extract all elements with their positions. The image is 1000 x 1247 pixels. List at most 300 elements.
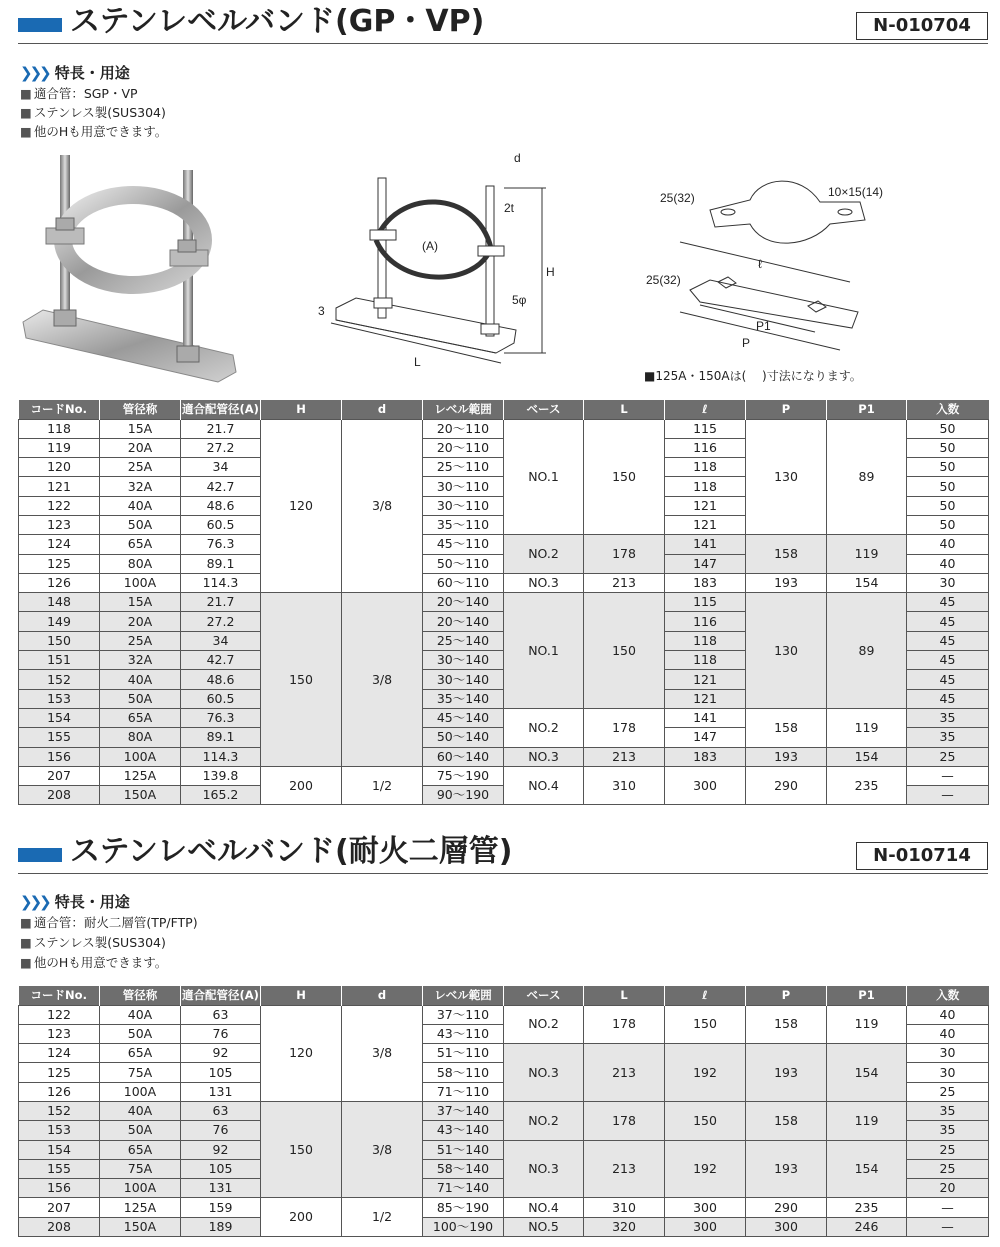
col-base: ベース bbox=[504, 400, 584, 419]
label-25-32-bottom: 25(32) bbox=[646, 273, 681, 287]
cell: 40 bbox=[907, 535, 989, 554]
col-ell: ℓ bbox=[665, 400, 746, 419]
cell: 193 bbox=[746, 1140, 827, 1198]
dimension-diagram-top bbox=[640, 172, 885, 367]
cell: 141 bbox=[665, 535, 746, 554]
cell: 34 bbox=[181, 631, 261, 650]
cell: 213 bbox=[584, 573, 665, 592]
cell: 50A bbox=[100, 689, 181, 708]
label-25-32-top: 25(32) bbox=[660, 191, 695, 205]
cell: — bbox=[907, 766, 989, 785]
cell: 71〜140 bbox=[423, 1179, 504, 1198]
cell: 131 bbox=[181, 1082, 261, 1101]
cell: 30〜110 bbox=[423, 496, 504, 515]
col-code: コードNo. bbox=[19, 986, 100, 1005]
cell: NO.2 bbox=[504, 535, 584, 574]
cell: 75A bbox=[100, 1063, 181, 1082]
cell: 150 bbox=[19, 631, 100, 650]
cell: 71〜110 bbox=[423, 1082, 504, 1101]
cell: 40A bbox=[100, 1005, 181, 1024]
cell: 310 bbox=[584, 766, 665, 805]
cell: 159 bbox=[181, 1198, 261, 1217]
cell: 122 bbox=[19, 496, 100, 515]
cell: 178 bbox=[584, 535, 665, 574]
cell: 150A bbox=[100, 786, 181, 805]
cell: 121 bbox=[19, 477, 100, 496]
cell: 35 bbox=[907, 1121, 989, 1140]
cell: 119 bbox=[827, 535, 907, 574]
cell: 60〜140 bbox=[423, 747, 504, 766]
cell: 80A bbox=[100, 554, 181, 573]
cell: 45 bbox=[907, 689, 989, 708]
col-l: L bbox=[584, 400, 665, 419]
table-row bbox=[19, 1005, 989, 1024]
cell: 90〜190 bbox=[423, 786, 504, 805]
cell: 21.7 bbox=[181, 419, 261, 438]
cell: 121 bbox=[665, 670, 746, 689]
cell: 310 bbox=[584, 1198, 665, 1217]
cell: 60.5 bbox=[181, 689, 261, 708]
cell: 147 bbox=[665, 728, 746, 747]
cell: 154 bbox=[827, 1044, 907, 1102]
table-row bbox=[19, 1044, 989, 1063]
cell: 42.7 bbox=[181, 651, 261, 670]
dimension-diagram-front bbox=[316, 148, 566, 378]
cell: 89.1 bbox=[181, 728, 261, 747]
feature-item: ■ 適合管：耐火二層管(TP/FTP) bbox=[20, 915, 198, 930]
table-row bbox=[19, 535, 989, 554]
cell: 40 bbox=[907, 1005, 989, 1024]
cell: 115 bbox=[665, 593, 746, 612]
product-code: N-010714 bbox=[856, 842, 988, 870]
cell: 114.3 bbox=[181, 747, 261, 766]
col-ell: ℓ bbox=[665, 986, 746, 1005]
cell: 193 bbox=[746, 747, 827, 766]
cell: 130 bbox=[746, 419, 827, 535]
cell: 63 bbox=[181, 1005, 261, 1024]
cell: 123 bbox=[19, 515, 100, 534]
cell: 154 bbox=[827, 573, 907, 592]
cell: 50 bbox=[907, 477, 989, 496]
col-p: P bbox=[746, 986, 827, 1005]
cell: 208 bbox=[19, 786, 100, 805]
cell: 40A bbox=[100, 670, 181, 689]
col-size: 管径称 bbox=[100, 400, 181, 419]
table-row bbox=[19, 766, 989, 785]
features-heading: ❯❯❯ 特長・用途 bbox=[20, 893, 130, 911]
cell: 25〜140 bbox=[423, 631, 504, 650]
cell: 130 bbox=[746, 593, 827, 709]
cell: 15A bbox=[100, 593, 181, 612]
table-row bbox=[19, 1217, 989, 1236]
cell: 76.3 bbox=[181, 535, 261, 554]
cell: 147 bbox=[665, 554, 746, 573]
cell: 1/2 bbox=[342, 1198, 423, 1237]
cell: 124 bbox=[19, 535, 100, 554]
cell: 158 bbox=[746, 1005, 827, 1044]
cell: 50A bbox=[100, 1024, 181, 1043]
cell: 63 bbox=[181, 1101, 261, 1120]
cell: 60〜110 bbox=[423, 573, 504, 592]
cell: 80A bbox=[100, 728, 181, 747]
cell: 40A bbox=[100, 496, 181, 515]
cell: 89 bbox=[827, 419, 907, 535]
cell: 32A bbox=[100, 651, 181, 670]
label-h: H bbox=[546, 265, 555, 279]
cell: NO.2 bbox=[504, 1101, 584, 1140]
dimension-note: ■125A・150Aは( )寸法になります。 bbox=[644, 369, 862, 383]
cell: 150 bbox=[665, 1101, 746, 1140]
cell: 121 bbox=[665, 515, 746, 534]
cell: 126 bbox=[19, 1082, 100, 1101]
cell: — bbox=[907, 786, 989, 805]
cell: 150 bbox=[261, 1101, 342, 1197]
cell: 119 bbox=[827, 1005, 907, 1044]
product-photo bbox=[18, 150, 248, 390]
cell: 153 bbox=[19, 1121, 100, 1140]
cell: 50〜140 bbox=[423, 728, 504, 747]
cell: 126 bbox=[19, 573, 100, 592]
product-code: N-010704 bbox=[856, 12, 988, 40]
col-pipe-dia: 適合配管径(A) bbox=[181, 986, 261, 1005]
cell: 37〜140 bbox=[423, 1101, 504, 1120]
feature-item: ■ 他のHも用意できます。 bbox=[20, 955, 168, 970]
cell: 20〜140 bbox=[423, 593, 504, 612]
page-title: ステンレベルバンド(GP・VP) bbox=[70, 4, 485, 39]
cell: 235 bbox=[827, 1198, 907, 1217]
col-l: L bbox=[584, 986, 665, 1005]
cell: 118 bbox=[665, 651, 746, 670]
title-accent-bar bbox=[18, 848, 62, 862]
cell: 34 bbox=[181, 458, 261, 477]
cell: 155 bbox=[19, 1159, 100, 1178]
cell: 120 bbox=[261, 1005, 342, 1101]
cell: 50 bbox=[907, 438, 989, 457]
col-h: H bbox=[261, 400, 342, 419]
cell: 30 bbox=[907, 573, 989, 592]
cell: 124 bbox=[19, 1044, 100, 1063]
table-row bbox=[19, 1140, 989, 1159]
cell: 125A bbox=[100, 766, 181, 785]
cell: 25A bbox=[100, 458, 181, 477]
cell: 20〜140 bbox=[423, 612, 504, 631]
cell: 131 bbox=[181, 1179, 261, 1198]
cell: 246 bbox=[827, 1217, 907, 1236]
cell: 76 bbox=[181, 1024, 261, 1043]
col-p1: P1 bbox=[827, 400, 907, 419]
table-row bbox=[19, 593, 989, 612]
label-d: d bbox=[514, 151, 521, 165]
cell: 58〜140 bbox=[423, 1159, 504, 1178]
col-p1: P1 bbox=[827, 986, 907, 1005]
cell: NO.2 bbox=[504, 1005, 584, 1044]
cell: 50 bbox=[907, 419, 989, 438]
col-code: コードNo. bbox=[19, 400, 100, 419]
cell: 151 bbox=[19, 651, 100, 670]
cell: 125A bbox=[100, 1198, 181, 1217]
cell: 208 bbox=[19, 1217, 100, 1236]
cell: 20〜110 bbox=[423, 438, 504, 457]
title-accent-bar bbox=[18, 18, 62, 32]
cell: NO.2 bbox=[504, 708, 584, 747]
cell: 40A bbox=[100, 1101, 181, 1120]
col-p: P bbox=[746, 400, 827, 419]
cell: 25〜110 bbox=[423, 458, 504, 477]
cell: 178 bbox=[584, 1101, 665, 1140]
cell: 300 bbox=[665, 1198, 746, 1217]
label-l: L bbox=[414, 355, 421, 369]
cell: 65A bbox=[100, 535, 181, 554]
cell: 152 bbox=[19, 1101, 100, 1120]
cell: 114.3 bbox=[181, 573, 261, 592]
cell: 193 bbox=[746, 573, 827, 592]
cell: NO.3 bbox=[504, 747, 584, 766]
cell: 290 bbox=[746, 1198, 827, 1217]
cell: — bbox=[907, 1198, 989, 1217]
cell: 192 bbox=[665, 1140, 746, 1198]
cell: NO.5 bbox=[504, 1217, 584, 1236]
cell: 92 bbox=[181, 1140, 261, 1159]
cell: 20A bbox=[100, 438, 181, 457]
spec-table-gpvp bbox=[18, 400, 989, 805]
cell: 48.6 bbox=[181, 496, 261, 515]
cell: 35〜110 bbox=[423, 515, 504, 534]
table-header-row bbox=[19, 986, 989, 1005]
cell: 148 bbox=[19, 593, 100, 612]
cell: 290 bbox=[746, 766, 827, 805]
cell: NO.3 bbox=[504, 1044, 584, 1102]
cell: 183 bbox=[665, 747, 746, 766]
cell: 118 bbox=[665, 631, 746, 650]
cell: 50 bbox=[907, 496, 989, 515]
cell: 30〜140 bbox=[423, 651, 504, 670]
col-range: レベル範囲 bbox=[423, 400, 504, 419]
cell: 3/8 bbox=[342, 593, 423, 767]
cell: — bbox=[907, 1217, 989, 1236]
cell: 125 bbox=[19, 1063, 100, 1082]
cell: 116 bbox=[665, 612, 746, 631]
cell: 213 bbox=[584, 1140, 665, 1198]
section-header-gpvp bbox=[18, 4, 988, 44]
cell: 35 bbox=[907, 708, 989, 727]
cell: 27.2 bbox=[181, 438, 261, 457]
cell: 76 bbox=[181, 1121, 261, 1140]
feature-item: ■ ステンレス製(SUS304) bbox=[20, 935, 166, 950]
table-row bbox=[19, 419, 989, 438]
chevron-right-icon: ❯❯❯ bbox=[20, 64, 49, 82]
feature-item: ■ 適合管：SGP・VP bbox=[20, 86, 138, 101]
cell: 25A bbox=[100, 631, 181, 650]
cell: 105 bbox=[181, 1063, 261, 1082]
cell: 45 bbox=[907, 651, 989, 670]
cell: 200 bbox=[261, 1198, 342, 1237]
cell: 65A bbox=[100, 708, 181, 727]
cell: 300 bbox=[665, 1217, 746, 1236]
feature-item: ■ 他のHも用意できます。 bbox=[20, 124, 168, 139]
section-header-fireproof bbox=[18, 834, 988, 874]
cell: 30 bbox=[907, 1063, 989, 1082]
cell: 42.7 bbox=[181, 477, 261, 496]
cell: 120 bbox=[261, 419, 342, 593]
cell: 119 bbox=[827, 708, 907, 747]
cell: 122 bbox=[19, 1005, 100, 1024]
cell: 89.1 bbox=[181, 554, 261, 573]
section-title: ステンレベルバンド(耐火二層管) bbox=[70, 834, 513, 869]
cell: 320 bbox=[584, 1217, 665, 1236]
cell: 155 bbox=[19, 728, 100, 747]
cell: 154 bbox=[827, 1140, 907, 1198]
cell: 120 bbox=[19, 458, 100, 477]
col-size: 管径称 bbox=[100, 986, 181, 1005]
cell: 20 bbox=[907, 1179, 989, 1198]
cell: 89 bbox=[827, 593, 907, 709]
col-d: d bbox=[342, 400, 423, 419]
cell: 125 bbox=[19, 554, 100, 573]
cell: 141 bbox=[665, 708, 746, 727]
cell: 3/8 bbox=[342, 419, 423, 593]
col-qty: 入数 bbox=[907, 986, 989, 1005]
cell: 192 bbox=[665, 1044, 746, 1102]
cell: 45〜140 bbox=[423, 708, 504, 727]
cell: 30 bbox=[907, 1044, 989, 1063]
cell: 43〜110 bbox=[423, 1024, 504, 1043]
cell: 158 bbox=[746, 708, 827, 747]
label-3: 3 bbox=[318, 304, 325, 318]
col-pipe-dia: 適合配管径(A) bbox=[181, 400, 261, 419]
cell: 92 bbox=[181, 1044, 261, 1063]
cell: 3/8 bbox=[342, 1101, 423, 1197]
cell: 235 bbox=[827, 766, 907, 805]
cell: 207 bbox=[19, 766, 100, 785]
cell: 25 bbox=[907, 1082, 989, 1101]
cell: NO.3 bbox=[504, 573, 584, 592]
cell: 207 bbox=[19, 1198, 100, 1217]
cell: 139.8 bbox=[181, 766, 261, 785]
cell: 189 bbox=[181, 1217, 261, 1236]
cell: 178 bbox=[584, 708, 665, 747]
cell: 50〜110 bbox=[423, 554, 504, 573]
cell: 193 bbox=[746, 1044, 827, 1102]
cell: 178 bbox=[584, 1005, 665, 1044]
cell: 25 bbox=[907, 747, 989, 766]
cell: 115 bbox=[665, 419, 746, 438]
label-a: (A) bbox=[422, 239, 438, 253]
cell: 35〜140 bbox=[423, 689, 504, 708]
cell: 105 bbox=[181, 1159, 261, 1178]
table-row bbox=[19, 708, 989, 727]
cell: 150 bbox=[584, 593, 665, 709]
cell: 58〜110 bbox=[423, 1063, 504, 1082]
cell: 25 bbox=[907, 1159, 989, 1178]
label-p: P bbox=[742, 336, 751, 350]
cell: 300 bbox=[746, 1217, 827, 1236]
cell: 119 bbox=[827, 1101, 907, 1140]
cell: 150 bbox=[665, 1005, 746, 1044]
cell: 149 bbox=[19, 612, 100, 631]
label-5phi: 5φ bbox=[512, 293, 527, 307]
features-heading: ❯❯❯ 特長・用途 bbox=[20, 64, 130, 82]
cell: 65A bbox=[100, 1044, 181, 1063]
cell: NO.4 bbox=[504, 1198, 584, 1217]
cell: NO.1 bbox=[504, 593, 584, 709]
cell: 118 bbox=[665, 458, 746, 477]
table-row bbox=[19, 747, 989, 766]
cell: 150 bbox=[584, 419, 665, 535]
col-h: H bbox=[261, 986, 342, 1005]
label-2t: 2t bbox=[504, 201, 515, 215]
cell: 200 bbox=[261, 766, 342, 805]
cell: 3/8 bbox=[342, 1005, 423, 1101]
cell: 150 bbox=[261, 593, 342, 767]
cell: 123 bbox=[19, 1024, 100, 1043]
cell: 15A bbox=[100, 419, 181, 438]
col-range: レベル範囲 bbox=[423, 986, 504, 1005]
cell: 100〜190 bbox=[423, 1217, 504, 1236]
cell: 213 bbox=[584, 1044, 665, 1102]
cell: 165.2 bbox=[181, 786, 261, 805]
cell: 213 bbox=[584, 747, 665, 766]
cell: 60.5 bbox=[181, 515, 261, 534]
cell: 40 bbox=[907, 554, 989, 573]
cell: 100A bbox=[100, 1179, 181, 1198]
cell: 1/2 bbox=[342, 766, 423, 805]
cell: 35 bbox=[907, 728, 989, 747]
table-row bbox=[19, 1198, 989, 1217]
cell: 183 bbox=[665, 573, 746, 592]
cell: NO.1 bbox=[504, 419, 584, 535]
cell: 154 bbox=[827, 747, 907, 766]
cell: 116 bbox=[665, 438, 746, 457]
table-header-row bbox=[19, 400, 989, 419]
cell: NO.3 bbox=[504, 1140, 584, 1198]
table-row bbox=[19, 1101, 989, 1120]
cell: 35 bbox=[907, 1101, 989, 1120]
cell: 152 bbox=[19, 670, 100, 689]
label-ell: ℓ bbox=[758, 257, 762, 271]
cell: 20〜110 bbox=[423, 419, 504, 438]
cell: 50 bbox=[907, 515, 989, 534]
cell: 156 bbox=[19, 747, 100, 766]
cell: 100A bbox=[100, 747, 181, 766]
cell: 32A bbox=[100, 477, 181, 496]
cell: 50A bbox=[100, 515, 181, 534]
cell: 43〜140 bbox=[423, 1121, 504, 1140]
cell: 50A bbox=[100, 1121, 181, 1140]
cell: 30〜140 bbox=[423, 670, 504, 689]
table-row bbox=[19, 573, 989, 592]
feature-item: ■ ステンレス製(SUS304) bbox=[20, 105, 166, 120]
col-d: d bbox=[342, 986, 423, 1005]
cell: 121 bbox=[665, 496, 746, 515]
cell: 40 bbox=[907, 1024, 989, 1043]
cell: 21.7 bbox=[181, 593, 261, 612]
label-10x15: 10×15(14) bbox=[828, 185, 884, 199]
cell: 45 bbox=[907, 670, 989, 689]
cell: 51〜110 bbox=[423, 1044, 504, 1063]
cell: 30〜110 bbox=[423, 477, 504, 496]
cell: 100A bbox=[100, 573, 181, 592]
cell: 48.6 bbox=[181, 670, 261, 689]
label-p1: P1 bbox=[756, 319, 771, 333]
cell: NO.4 bbox=[504, 766, 584, 805]
cell: 154 bbox=[19, 708, 100, 727]
cell: 158 bbox=[746, 535, 827, 574]
cell: 20A bbox=[100, 612, 181, 631]
cell: 153 bbox=[19, 689, 100, 708]
cell: 27.2 bbox=[181, 612, 261, 631]
cell: 75A bbox=[100, 1159, 181, 1178]
cell: 45 bbox=[907, 612, 989, 631]
